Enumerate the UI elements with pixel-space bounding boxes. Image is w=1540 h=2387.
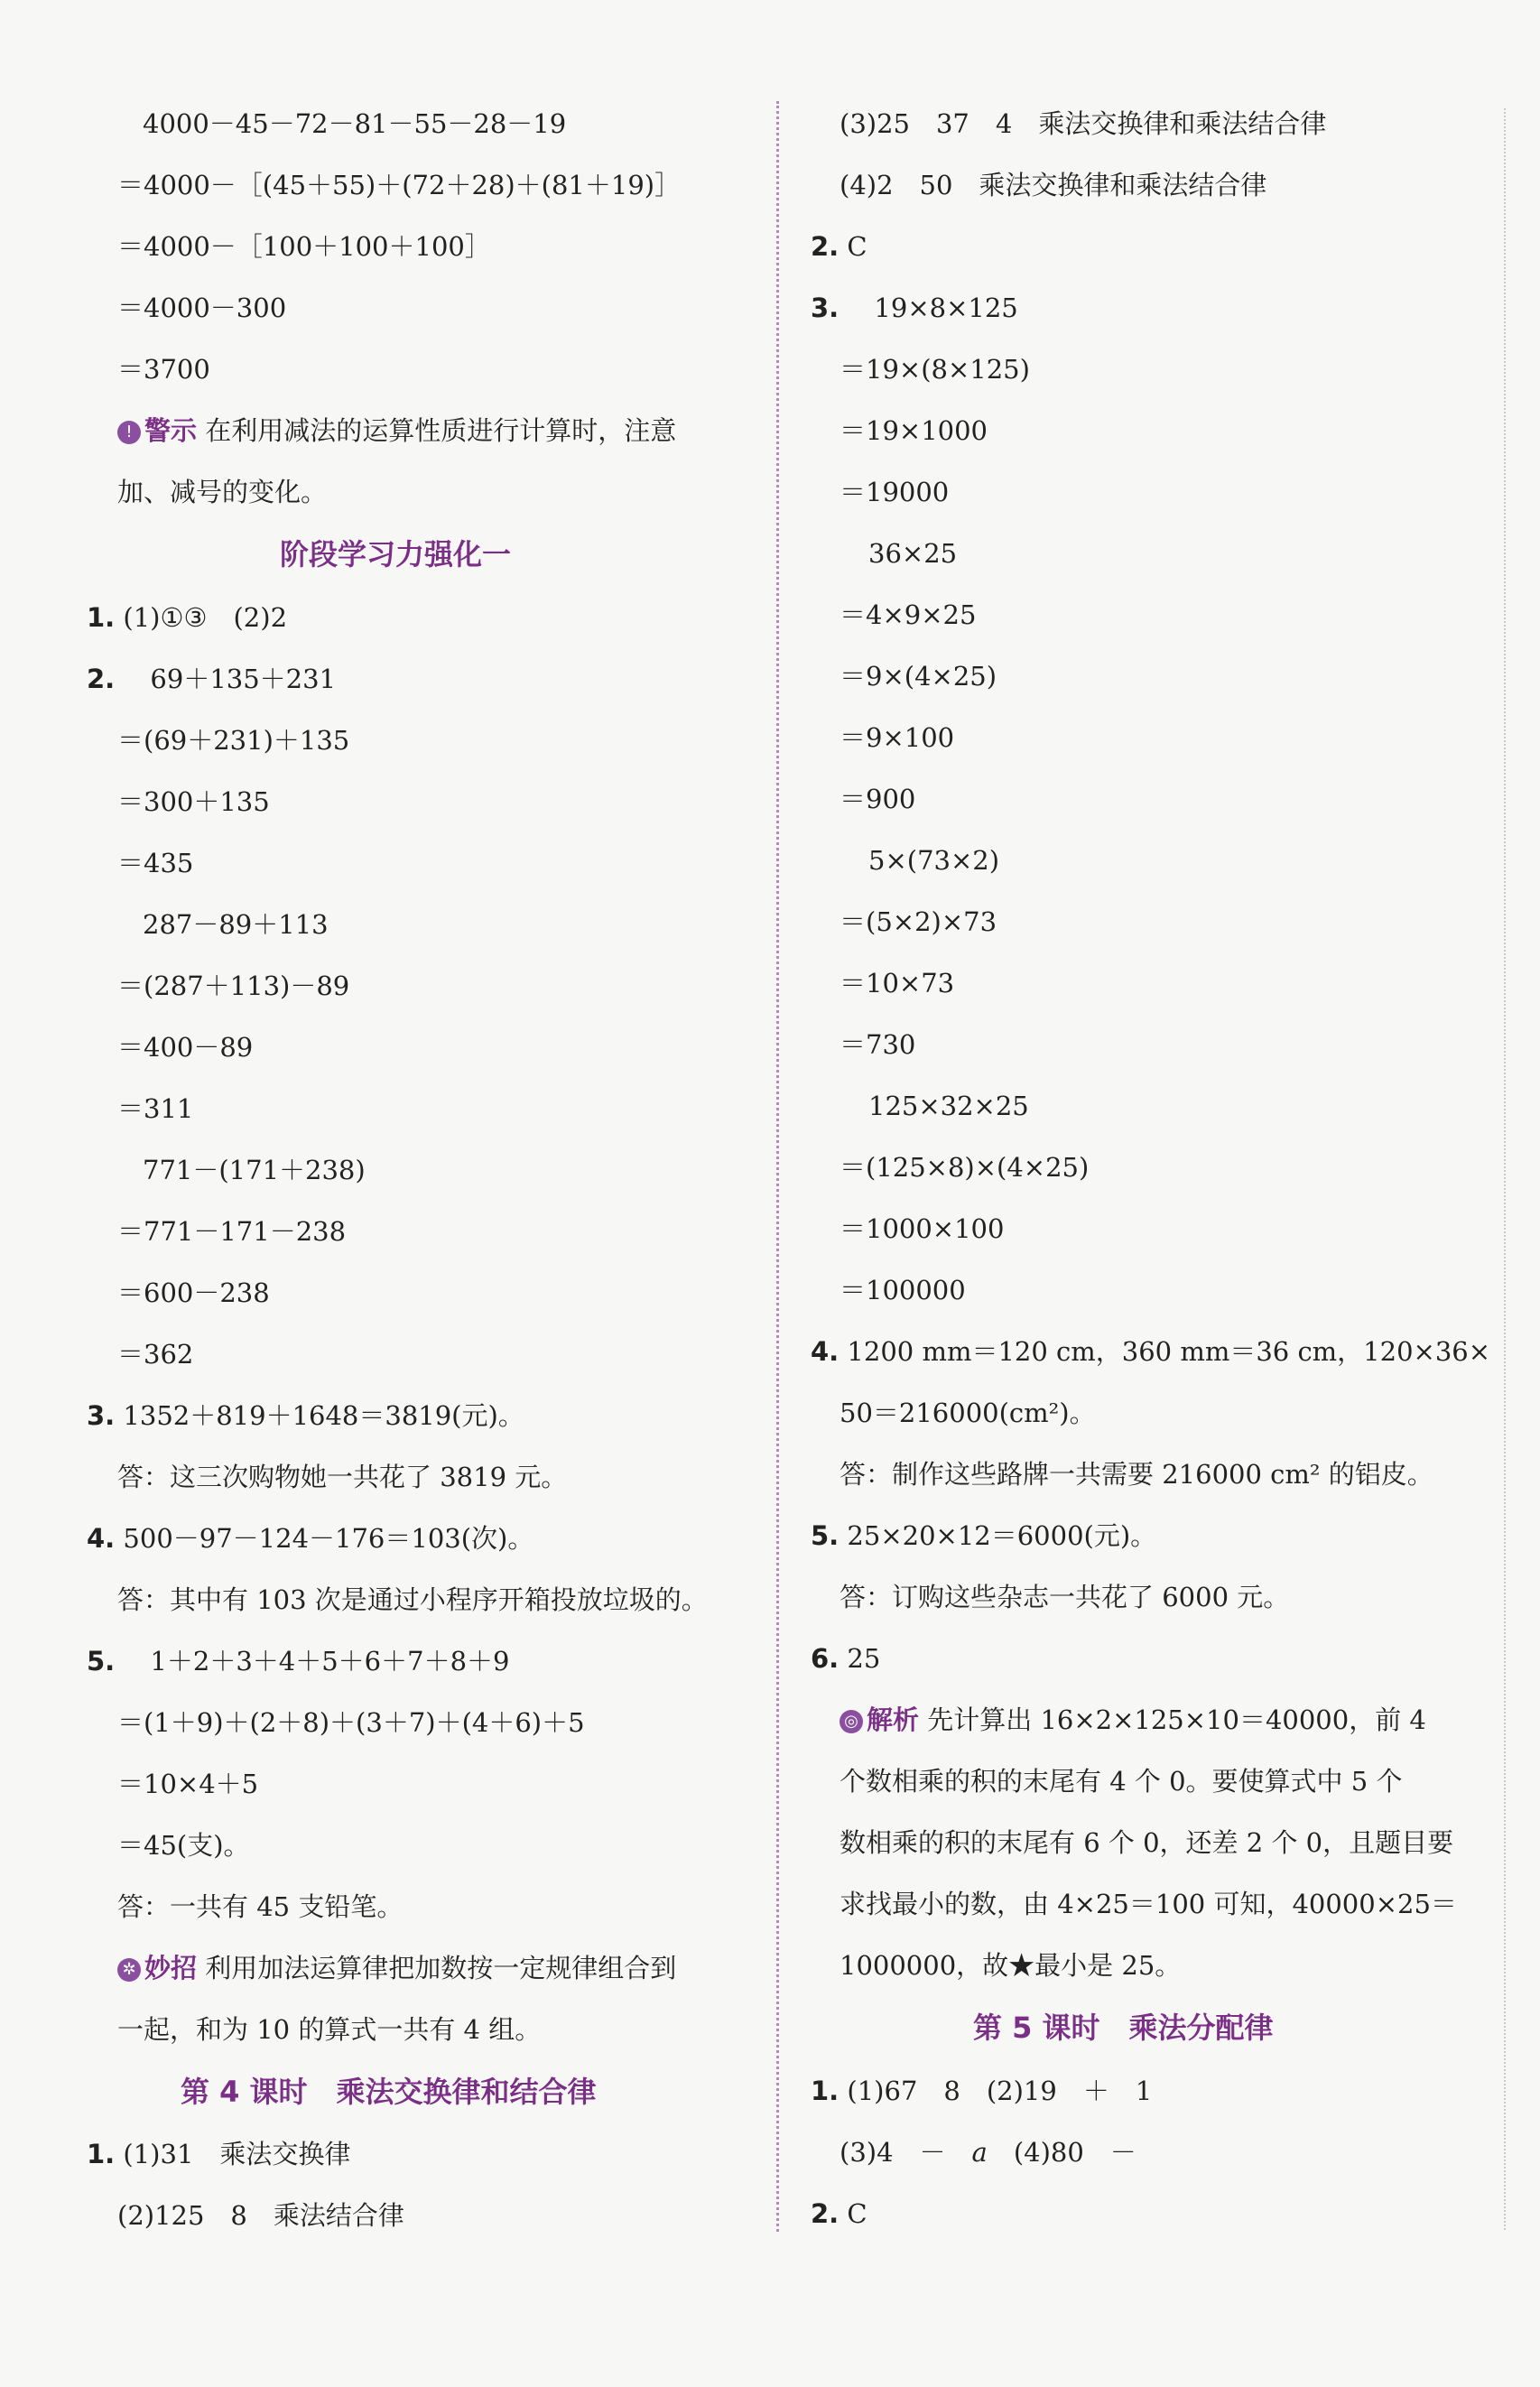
answer-text: (4)2 50 乘法交换律和乘法结合律 <box>840 170 1267 200</box>
answer-sentence: 答：制作这些路牌一共需要 216000 cm² 的铝皮。 <box>840 1459 1433 1490</box>
calc-line: ＝19×1000 <box>840 415 988 446</box>
calc-line: ＝435 <box>117 848 194 878</box>
warning-note <box>117 413 676 449</box>
calc-line: ＝730 <box>840 1029 916 1060</box>
answer-sentence: 答：订购这些杂志一共花了 6000 元。 <box>840 1582 1290 1612</box>
question-number: 4. <box>811 1336 840 1367</box>
calc-line: ＝(1＋9)＋(2＋8)＋(3＋7)＋(4＋6)＋5 <box>117 1707 585 1738</box>
variable-a: a <box>971 2137 988 2168</box>
question-5 <box>811 1518 1156 1554</box>
answer-text: 500－97－124－176＝103(次)。 <box>123 1523 534 1554</box>
question-3 <box>87 1398 524 1434</box>
question-number: 3. <box>811 293 840 323</box>
warning-icon: ! <box>117 421 141 444</box>
analysis-tag: 解析 <box>867 1704 920 1735</box>
calc-line: 69＋135＋231 <box>150 664 337 694</box>
calc-line: ＝19×(8×125) <box>840 354 1030 385</box>
question-4 <box>811 1333 1490 1370</box>
tip-note <box>117 1950 676 1986</box>
calc-line: ＝300＋135 <box>117 786 270 817</box>
analysis-icon: ◎ <box>840 1710 863 1733</box>
answer-part: (4)80 － <box>987 2137 1136 2168</box>
answer-text: (1)67 8 (2)19 ＋ 1 <box>847 2076 1153 2106</box>
question-number: 2. <box>87 664 116 694</box>
question-5 <box>87 1643 509 1679</box>
tip-icon: ✲ <box>117 1958 141 1982</box>
answer-text: C <box>847 2198 867 2229</box>
warning-tag: 警示 <box>144 415 198 446</box>
calc-line: 771－(171＋238) <box>143 1155 366 1185</box>
answer-text-cont: 50＝216000(cm²)。 <box>840 1398 1096 1428</box>
calc-line: 287－89＋113 <box>143 909 329 940</box>
calc-line: ＝19000 <box>840 477 950 507</box>
answer-part: (3)4 － <box>840 2137 972 2168</box>
answer-text: 1352＋819＋1648＝3819(元)。 <box>123 1400 524 1431</box>
answer-text: (2)125 8 乘法结合律 <box>117 2200 404 2231</box>
calc-line: 36×25 <box>868 538 958 569</box>
analysis-text: 先计算出 16×2×125×10＝40000，前 4 <box>927 1704 1426 1735</box>
question-2 <box>811 228 867 265</box>
calc-line: ＝(287＋113)－89 <box>117 971 350 1001</box>
question-3 <box>811 290 1018 326</box>
warning-text: 在利用减法的运算性质进行计算时，注意 <box>205 415 677 446</box>
analysis-note <box>840 1702 1426 1738</box>
tip-text-cont: 一起，和为 10 的算式一共有 4 组。 <box>117 2014 542 2045</box>
lesson5-question-2 <box>811 2196 867 2232</box>
calc-line: 19×8×125 <box>874 293 1018 323</box>
question-number: 1. <box>811 2076 840 2106</box>
calc-line: ＝311 <box>117 1093 194 1124</box>
question-4 <box>87 1520 533 1556</box>
question-number: 2. <box>811 2198 840 2229</box>
calc-line: ＝600－238 <box>117 1277 270 1308</box>
calc-line: ＝(5×2)×73 <box>840 906 997 937</box>
answer-sentence: 答：这三次购物她一共花了 3819 元。 <box>117 1462 568 1492</box>
lesson4-question-1 <box>87 2136 350 2172</box>
answer-text: (1)31 乘法交换律 <box>123 2139 351 2169</box>
question-number: 5. <box>87 1646 116 1676</box>
analysis-text-cont: 1000000，故★最小是 25。 <box>840 1950 1182 1981</box>
calc-line: ＝10×73 <box>840 968 955 998</box>
calc-line: ＝4000－［(45＋55)＋(72＋28)＋(81＋19)］ <box>117 170 682 200</box>
calc-line: ＝45(支)。 <box>117 1830 250 1861</box>
answer-sentence: 答：一共有 45 支铅笔。 <box>117 1891 404 1922</box>
question-number: 6. <box>811 1643 840 1674</box>
answer-text <box>840 2134 1136 2170</box>
warning-text-cont: 加、减号的变化。 <box>117 477 328 507</box>
analysis-text-cont: 数相乘的积的末尾有 6 个 0，还差 2 个 0，且题目要 <box>840 1827 1454 1858</box>
lesson5-question-1 <box>811 2073 1152 2109</box>
answer-text: C <box>847 231 867 262</box>
answer-text: 25 <box>847 1643 881 1674</box>
calc-line: ＝(125×8)×(4×25) <box>840 1152 1090 1183</box>
calc-line: ＝10×4＋5 <box>117 1769 259 1799</box>
question-6 <box>811 1640 880 1676</box>
question-number: 2. <box>811 231 840 262</box>
tip-tag: 妙招 <box>144 1953 198 1983</box>
question-number: 1. <box>87 602 116 633</box>
calc-line: ＝9×(4×25) <box>840 661 997 692</box>
calc-line: ＝362 <box>117 1339 194 1370</box>
calc-line: ＝400－89 <box>117 1032 254 1063</box>
question-2 <box>87 661 336 697</box>
calc-line: ＝771－171－238 <box>117 1216 347 1247</box>
calc-line: 125×32×25 <box>868 1091 1029 1121</box>
answer-sentence: 答：其中有 103 次是通过小程序开箱投放垃圾的。 <box>117 1584 708 1615</box>
column-divider <box>776 101 779 2232</box>
calc-line: ＝(69＋231)＋135 <box>117 725 350 756</box>
calc-line: ＝4000－［100＋100＋100］ <box>117 231 491 262</box>
calc-line: ＝4×9×25 <box>840 599 977 630</box>
analysis-text-cont: 求找最小的数，由 4×25＝100 可知，40000×25＝ <box>840 1889 1457 1919</box>
section-heading: 第 4 课时 乘法交换律和结合律 <box>181 2075 597 2109</box>
analysis-text-cont: 个数相乘的积的末尾有 4 个 0。要使算式中 5 个 <box>840 1766 1403 1797</box>
answer-text: (3)25 37 4 乘法交换律和乘法结合律 <box>840 108 1327 139</box>
calc-line: 5×(73×2) <box>868 845 1000 876</box>
calc-line: ＝900 <box>840 784 916 814</box>
tip-text: 利用加法运算律把加数按一定规律组合到 <box>205 1953 677 1983</box>
page-edge-dotted-line <box>1504 108 1506 2230</box>
answer-text: (1)①③ (2)2 <box>123 602 288 633</box>
question-1 <box>87 599 287 636</box>
calc-line: ＝3700 <box>117 354 210 385</box>
answer-text: 1200 mm＝120 cm，360 mm＝36 cm，120×36× <box>847 1336 1491 1367</box>
calc-line: 1＋2＋3＋4＋5＋6＋7＋8＋9 <box>150 1646 510 1676</box>
calc-line: ＝100000 <box>840 1275 966 1305</box>
calc-line: ＝9×100 <box>840 722 955 753</box>
question-number: 1. <box>87 2139 116 2169</box>
calc-line: ＝4000－300 <box>117 293 287 323</box>
calc-line: ＝1000×100 <box>840 1213 1005 1244</box>
section-heading: 第 5 课时 乘法分配律 <box>973 2011 1274 2045</box>
answer-text: 25×20×12＝6000(元)。 <box>847 1520 1157 1551</box>
question-number: 3. <box>87 1400 116 1431</box>
question-number: 4. <box>87 1523 116 1554</box>
question-number: 5. <box>811 1520 840 1551</box>
calc-line: 4000－45－72－81－55－28－19 <box>143 108 567 139</box>
section-heading: 阶段学习力强化一 <box>280 537 512 571</box>
